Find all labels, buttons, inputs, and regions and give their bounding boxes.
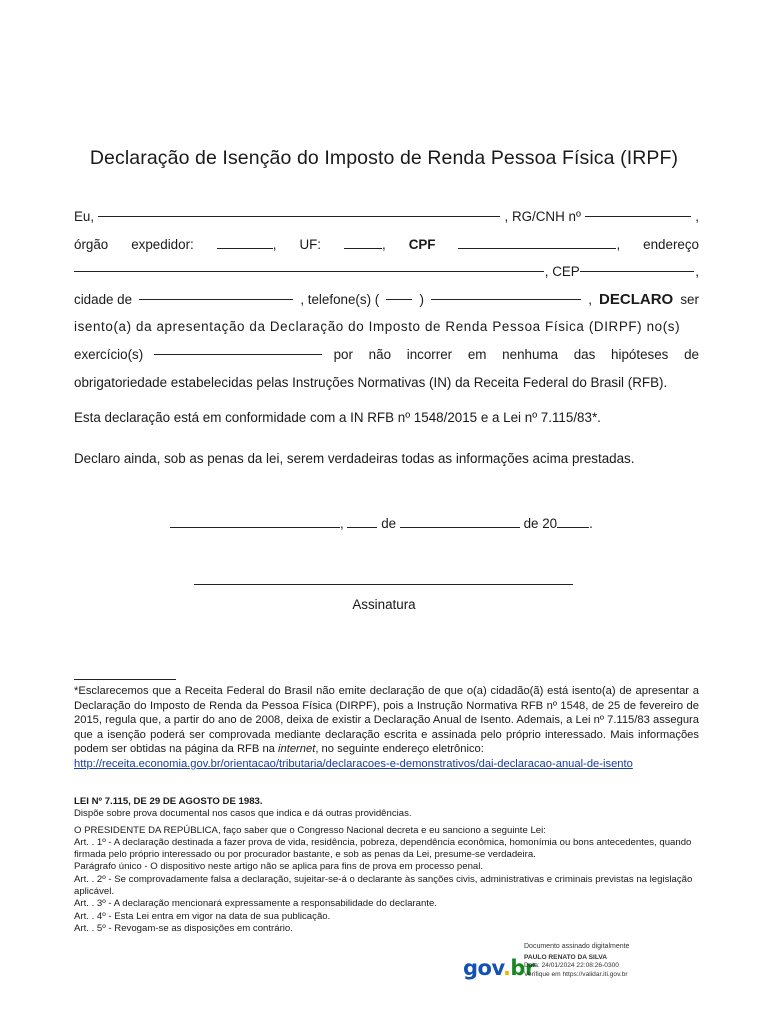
day-blank[interactable]: [347, 514, 377, 528]
declaration-line-3: [74, 258, 699, 286]
stamp-header: Documento assinado digitalmente: [524, 943, 630, 950]
text-cpf: CPF: [408, 236, 436, 252]
law-article-4: Art. . 4º - Esta Lei entra em vigor na data de sua publicação.: [74, 910, 331, 922]
law-article-1: Art. . 1º - A declaração destinada a fazer prova de vida, residência, pobreza, dependência econômica, homonímia ou bons antecedentes, quando firmada pelo próprio interessado ou por procurador bastante, e sob as penas da Lei, presume-se verdadeira.: [74, 836, 692, 861]
ddd-blank[interactable]: [386, 286, 412, 300]
paren-close: ): [419, 291, 424, 307]
law-intro: O PRESIDENTE DA REPÚBLICA, faço saber que o Congresso Nacional decreta e eu sanciono a seguinte Lei:: [74, 824, 546, 836]
footnote: [74, 684, 699, 772]
cep-blank[interactable]: [580, 258, 694, 272]
conformity-text: Esta declaração está em conformidade com a IN RFB nº 1548/2015 e a Lei nº 7.115/83*.: [74, 410, 601, 425]
text-telefone: , telefone(s) (: [300, 291, 380, 307]
signer-name: PAULO RENATO DA SILVA: [524, 953, 608, 961]
phone-blank[interactable]: [431, 286, 581, 300]
cpf-group: [458, 231, 620, 259]
text-line-5: isento(a) da apresentação da Declaração do Imposto de Renda Pessoa Física (DIRPF) no(s): [74, 319, 681, 335]
declaration-line-5: [74, 313, 699, 341]
date-line: [170, 514, 593, 531]
text-expedidor: expedidor:: [131, 236, 194, 252]
declaration-line-6: [74, 341, 699, 369]
name-blank[interactable]: [98, 203, 500, 217]
law-paragraph: Parágrafo único - O dispositivo neste artigo não se aplica para fins de prova em processo penal.: [74, 861, 484, 873]
comma: ,: [616, 236, 621, 252]
comma: ,: [381, 236, 386, 252]
verify-url[interactable]: Verifique em https://validar.iti.gov.br: [524, 970, 628, 978]
declaration-line-7: [74, 369, 699, 397]
logo-dot: .: [502, 956, 511, 980]
text-line-7: obrigatoriedade estabelecidas pelas Instruções Normativas (IN) da Receita Federal do Brasil (RFB).: [74, 374, 668, 390]
footnote-link[interactable]: http://receita.economia.gov.br/orientacao/tributaria/declaracoes-e-demonstrativos/dai-declaracao-anual-de-isento: [74, 757, 633, 770]
text-orgao: órgão: [74, 236, 109, 252]
law-article-3: Art. . 3º - A declaração mencionará expressamente a responsabilidade do declarante.: [74, 898, 437, 910]
text-line-6: por não incorrer em nenhuma das hipóteses de: [333, 346, 699, 362]
signature-line[interactable]: [194, 584, 573, 585]
text-declaro: DECLARO: [599, 290, 674, 308]
year-blank[interactable]: [557, 514, 589, 528]
law-article-2: Art. . 2º - Se comprovadamente falsa a declaração, sujeitar-se-á o declarante às sanções civis, administrativas e criminais previstas na legislação aplicável.: [74, 873, 693, 898]
logo-gov: gov: [463, 956, 503, 980]
address-blank[interactable]: [74, 258, 544, 272]
declare-more-text: Declaro ainda, sob as penas da lei, serem verdadeiras todas as informações acima prestadas.: [74, 451, 635, 466]
comma: ,: [340, 516, 344, 531]
law-article-5: Art. . 5º - Revogam-se as disposições em contrário.: [74, 922, 293, 934]
comma: ,: [695, 264, 699, 280]
document-title: Declaração de Isenção do Imposto de Renda Pessoa Física (IRPF): [89, 147, 679, 169]
law-title: LEI Nº 7.115, DE 29 DE AGOSTO DE 1983.: [74, 796, 263, 807]
city-blank[interactable]: [139, 286, 293, 300]
month-blank[interactable]: [400, 514, 520, 528]
expedidor-blank[interactable]: [217, 235, 273, 249]
rg-blank[interactable]: [585, 203, 691, 217]
place-blank[interactable]: [170, 514, 340, 528]
uf-group: [344, 231, 386, 259]
text-ser: ser: [680, 291, 699, 307]
footnote-internet: internet: [278, 743, 316, 756]
declaration-line-2: [74, 231, 699, 259]
signature-label: Assinatura: [352, 597, 416, 612]
period: .: [589, 516, 593, 531]
text-rg: , RG/CNH nº: [504, 209, 581, 224]
law-subtitle: Dispõe sobre prova documental nos casos que indica e dá outras providências.: [74, 808, 412, 820]
law-text: [74, 796, 699, 935]
text-endereco: endereço: [643, 236, 699, 252]
uf-blank[interactable]: [344, 235, 382, 249]
digital-signature-stamp: [463, 943, 693, 987]
text-de: de: [381, 516, 397, 531]
expedidor-group: [217, 231, 277, 259]
comma: ,: [272, 236, 277, 252]
logo-br: br: [510, 956, 535, 980]
text-uf: UF:: [299, 236, 322, 252]
exercise-blank[interactable]: [154, 341, 322, 355]
footnote-text: *Esclarecemos que a Receita Federal do Brasil não emite declaração de que o(a) cidadão(ã) está isento(a) de apresentar a Declaração do Imposto de Renda da Pessoa Física (DIRPF), pois a Instrução Normativa RFB nº 1548, de 25 de fevereiro de 2015, regula que, a partir do ano de 2008, deixa de existir a Declaração Anual de Isento. Ademais, a Lei nº 7.115/83 assegura que a isenção poderá ser comprovada mediante declaração escrita e assinada pelo próprio interessado. Mais informações podem ser obtidas na página da RFB na: [74, 685, 699, 756]
declaration-line-1: [74, 203, 699, 231]
text-exercicio: exercício(s): [74, 346, 144, 362]
footnote-text-after: , no seguinte endereço eletrônico:: [315, 743, 484, 756]
cpf-blank[interactable]: [458, 235, 616, 249]
stamp-text: [524, 943, 629, 979]
declaration-body: [74, 203, 699, 396]
text-eu: Eu,: [74, 209, 95, 224]
text-cidade: cidade de: [74, 291, 133, 307]
comma: ,: [695, 209, 699, 224]
comma: ,: [588, 291, 592, 307]
text-cep: , CEP: [544, 264, 580, 280]
signature-date: Data: 24/01/2024 22:08:26-0300: [524, 962, 619, 970]
footnote-rule: [74, 679, 176, 680]
declaration-line-4: [74, 286, 699, 314]
text-de-20: de 20: [523, 516, 558, 531]
